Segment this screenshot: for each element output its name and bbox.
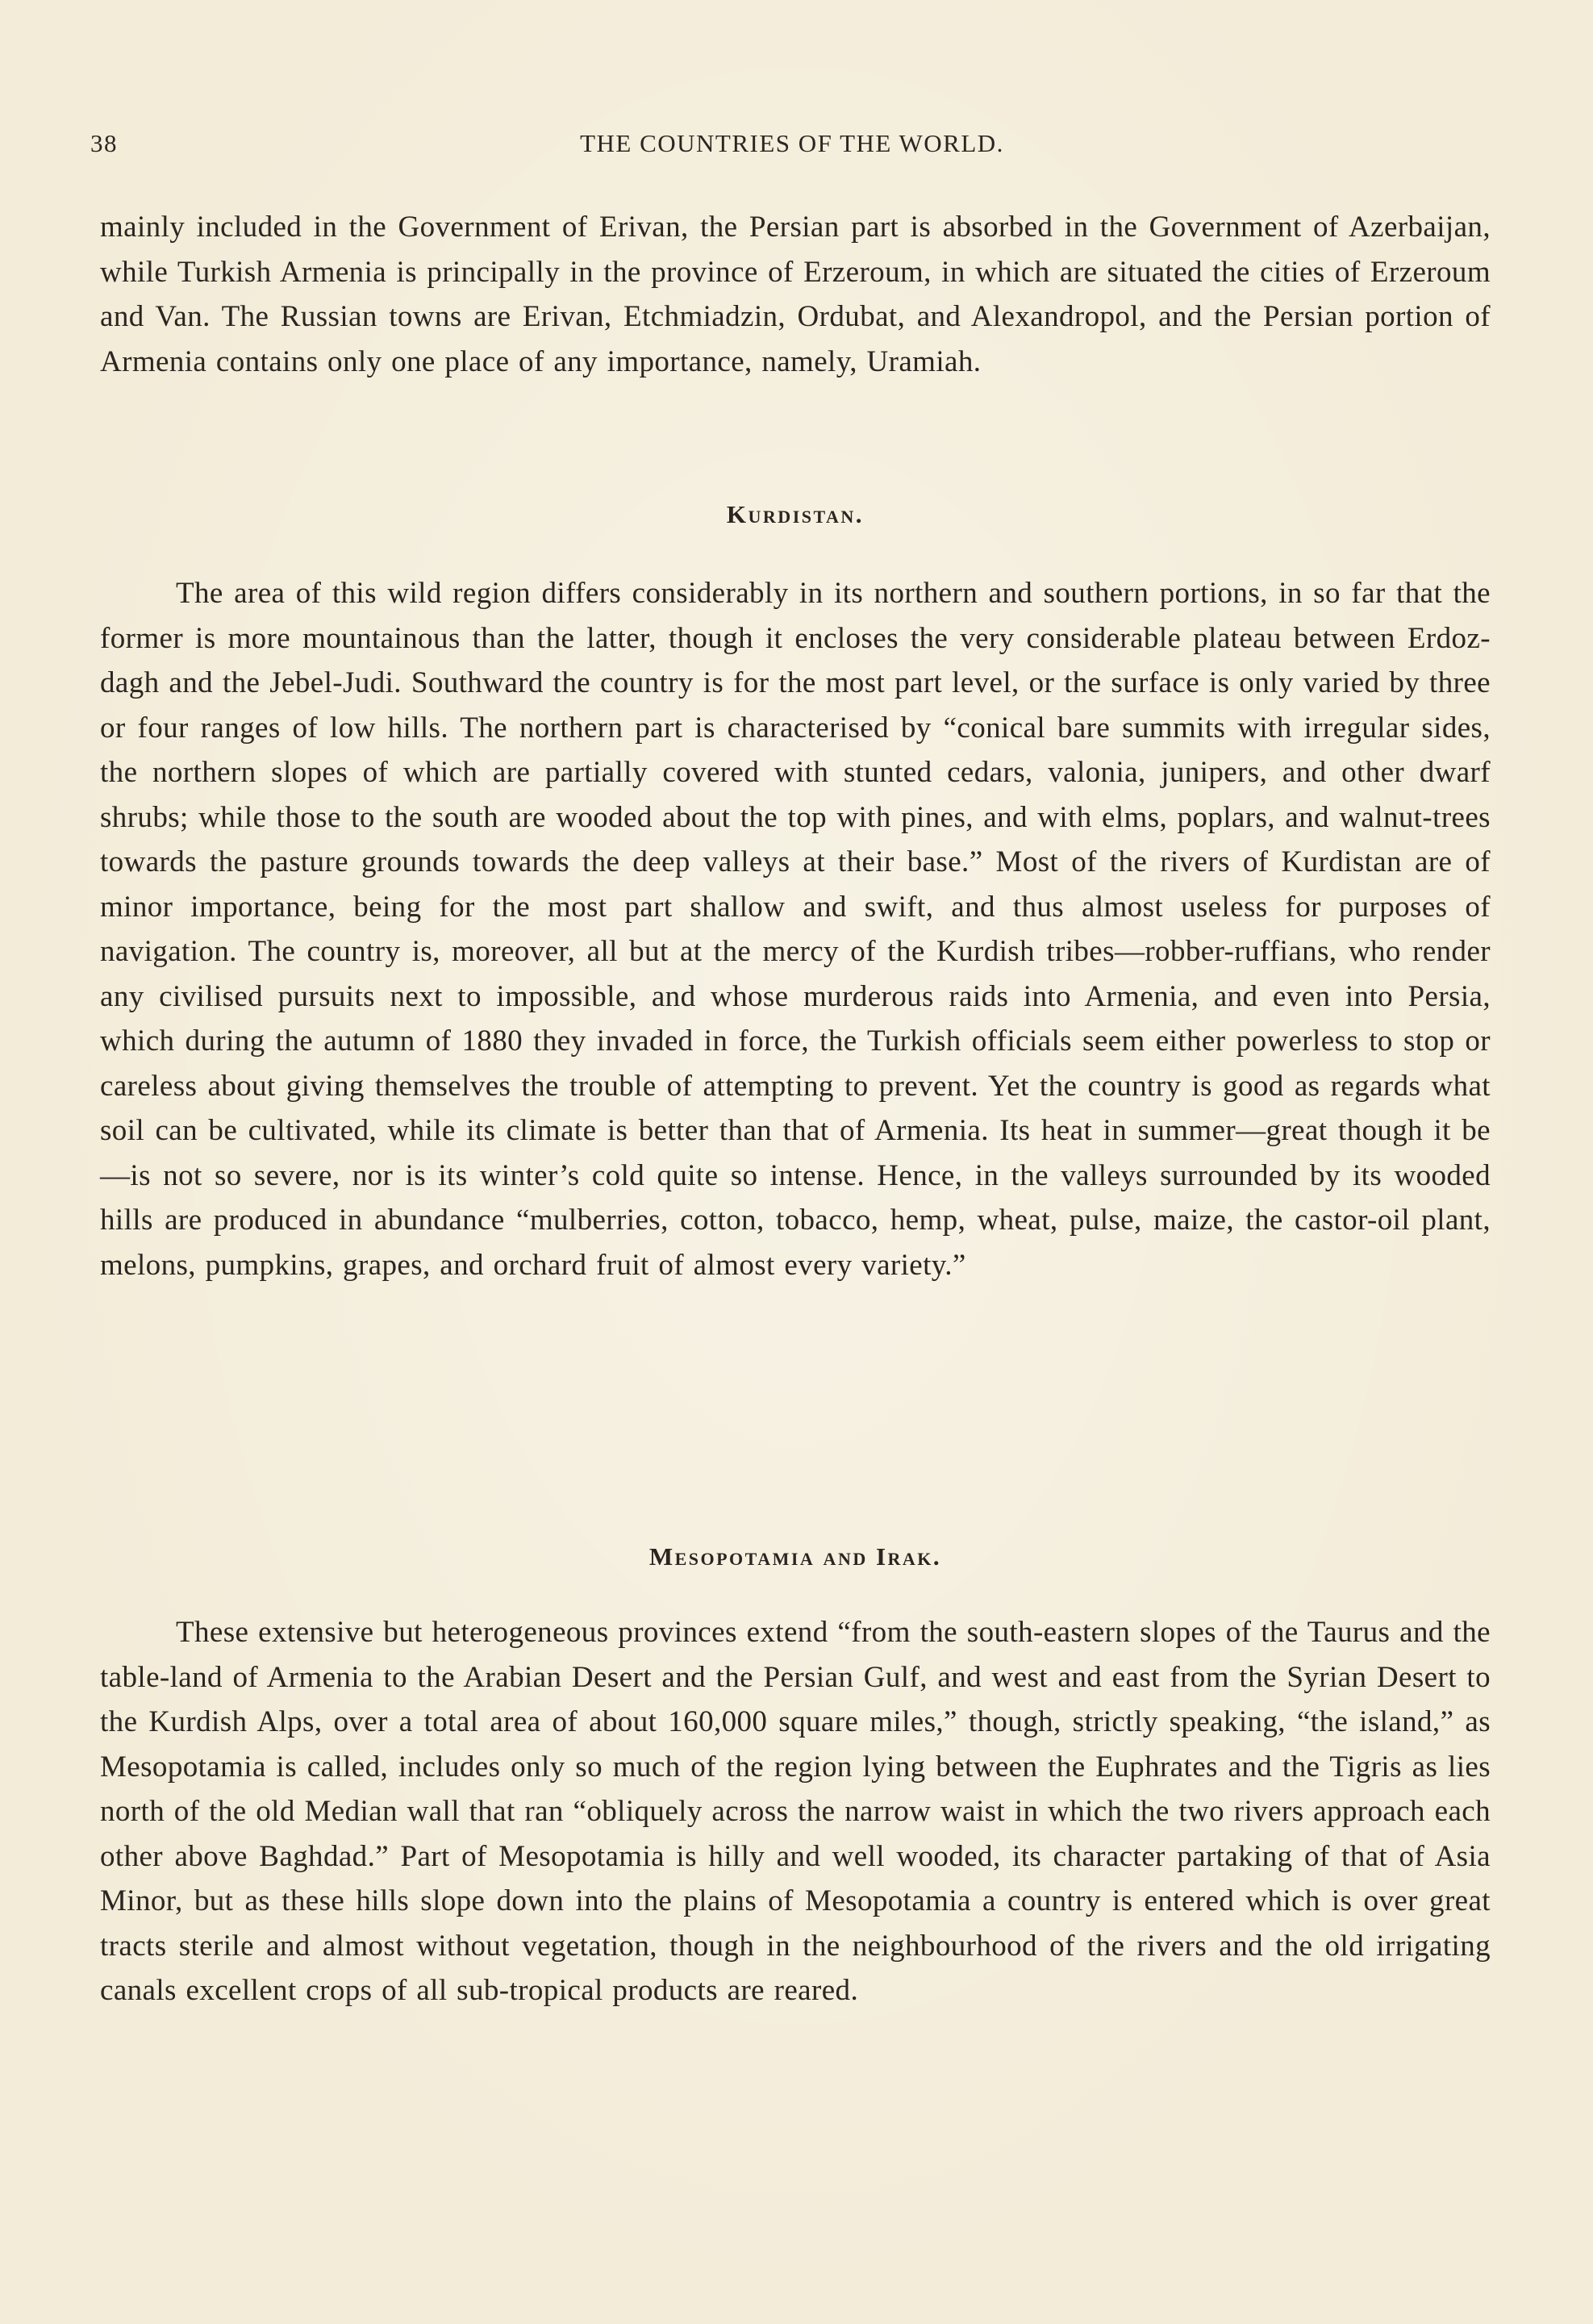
section-heading-kurdistan: Kurdistan. <box>726 500 865 528</box>
section-heading-mesopotamia: Mesopotamia and Irak. <box>648 1542 942 1571</box>
paragraph-armenia-continuation: mainly included in the Government of Erivan, the Persian part is absorbed in the Government of Azerbaijan, while Turkish Armenia is principally in the province of Erzeroum, in which are situated the cities of Erzeroum and Van. The Russian towns are Erivan, Etchmiadzin, Ordubat, and Alexandropol, and the Persian portion of Armenia contains only one place of any importance, namely, Uramiah. <box>100 211 1491 378</box>
paragraph-kurdistan: The area of this wild region differs considerably in its northern and southern portions, in so far that the former is more mountainous than the latter, though it encloses the very considerable plateau between Erdoz-dagh and the Jebel-Judi. Southward the country is for the most part level, or the surface is only varied by three or four ranges of low hills. The northern part is characterised by “conical bare summits with irregular sides, the northern slopes of which are partially covered with stunted cedars, valonia, junipers, and other dwarf shrubs; while those to the south are wooded about the top with pines, and with elms, poplars, and walnut-trees towards the pasture grounds towards the deep valleys at their base.” Most of the rivers of Kurdistan are of minor importance, being for the most part shallow and swift, and thus almost useless for purposes of navigation. The country is, moreover, all but at the mercy of the Kurdish tribes—robber-ruffians, who render any civilised pursuits next to impossible, and whose murderous raids into Armenia, and even into Persia, which during the autumn of 1880 they invaded in force, the Turkish officials seem either powerless to stop or careless about giving themselves the trouble of attempting to prevent. Yet the country is good as regards what soil can be cultivated, while its climate is better than that of Armenia. Its heat in summer—great though it be—is not so severe, nor is its winter’s cold quite so intense. Hence, in the valleys surrounded by its wooded hills are produced in abundance “mulberries, cotton, tobacco, hemp, wheat, pulse, maize, the castor-oil plant, melons, pumpkins, grapes, and orchard fruit of almost every variety.” <box>100 577 1491 1282</box>
running-title: THE COUNTRIES OF THE WORLD. <box>580 129 1004 157</box>
running-head <box>90 129 1494 168</box>
page-number: 38 <box>90 129 118 157</box>
paragraph-mesopotamia: These extensive but heterogeneous provinces extend “from the south-eastern slopes of the Taurus and the table-land of Armenia to the Arabian Desert and the Persian Gulf, and west and east from the Syrian Desert to the Kurdish Alps, over a total area of about 160,000 square miles,” though, strictly speaking, “the island,” as Mesopotamia is called, includes only so much of the region lying between the Euphrates and the Tigris as lies north of the old Median wall that ran “obliquely across the narrow waist in which the two rivers approach each other above Baghdad.” Part of Mesopotamia is hilly and well wooded, its character partaking of that of Asia Minor, but as these hills slope down into the plains of Mesopotamia a country is entered which is over great tracts sterile and almost without vegetation, though in the neighbourhood of the rivers and the old irrigating canals excellent crops of all sub-tropical products are reared. <box>100 1616 1491 2007</box>
